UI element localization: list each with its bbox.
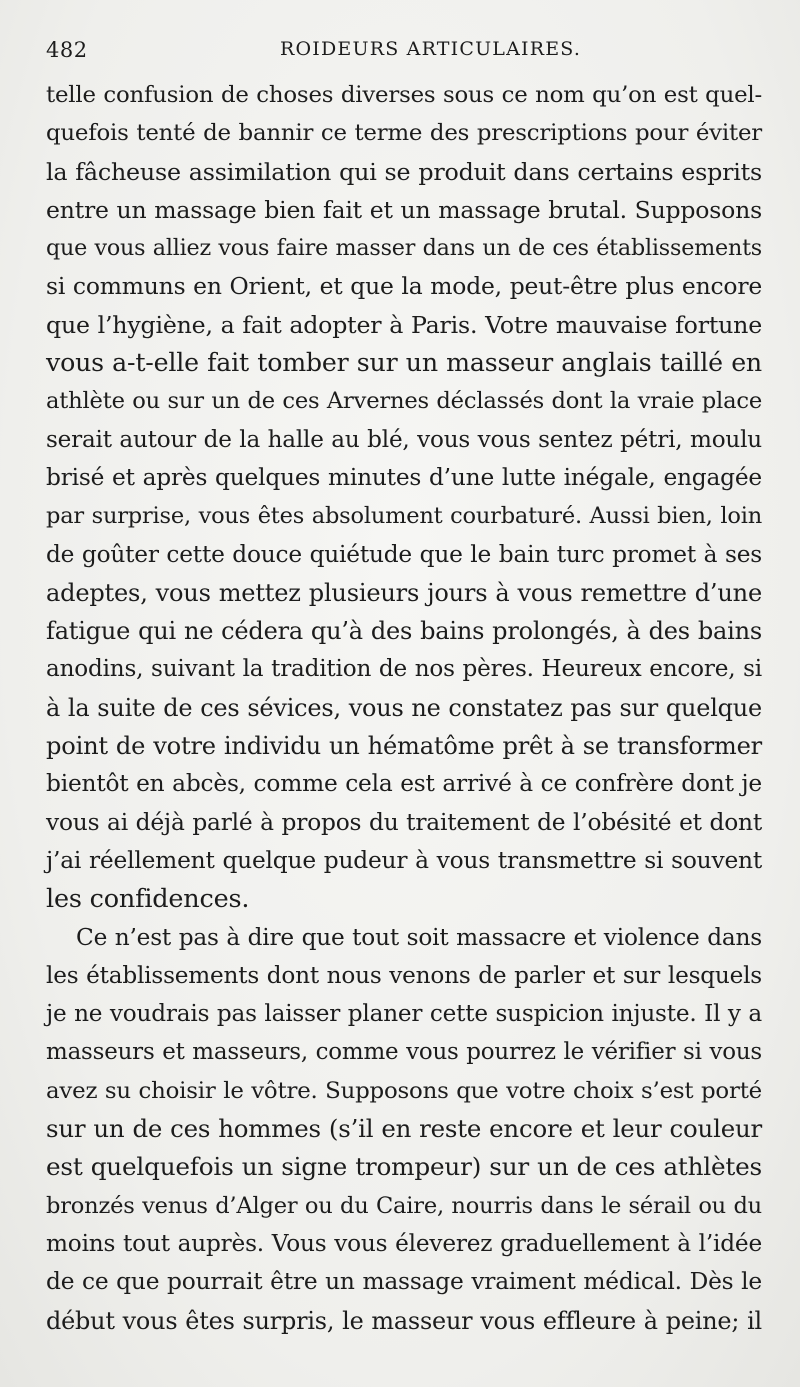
text-line: les confidences.: [46, 884, 250, 915]
text-line: bronzés venus d’Alger ou du Caire, nourris dans le sérail ou du: [46, 1192, 762, 1219]
text-line: j’ai réellement quelque pudeur à vous transmettre si souvent: [46, 846, 762, 874]
text-line: adeptes, vous mettez plusieurs jours à vous remettre d’une: [46, 578, 762, 607]
text-line: la fâcheuse assimilation qui se produit dans certains esprits: [46, 157, 762, 186]
page-header: [46, 38, 766, 70]
text-line: vous ai déjà parlé à propos du traitement de l’obésité et dont: [46, 808, 762, 836]
text-line: serait autour de la halle au blé, vous vous sentez pétri, moulu: [46, 426, 762, 453]
text-line: avez su choisir le vôtre. Supposons que votre choix s’est porté: [46, 1077, 762, 1104]
text-line: début vous êtes surpris, le masseur vous effleure à peine; il: [46, 1306, 762, 1335]
text-line: entre un massage bien fait et un massage brutal. Supposons: [46, 195, 762, 224]
text-line: masseurs et masseurs, comme vous pourrez le vérifier si vous: [46, 1039, 762, 1066]
body-text: [46, 76, 762, 1340]
text-line: brisé et après quelques minutes d’une lutte inégale, engagée: [46, 463, 762, 491]
text-line: de goûter cette douce quiétude que le bain turc promet à ses: [46, 540, 762, 568]
running-title: ROIDEURS ARTICULAIRES.: [280, 38, 582, 60]
text-line: point de votre individu un hématôme prêt à se transformer: [46, 732, 762, 761]
text-line: fatigue qui ne cédera qu’à des bains prolongés, à des bains: [46, 617, 762, 646]
text-line: à la suite de ces sévices, vous ne constatez pas sur quelque: [46, 693, 762, 722]
page-number: 482: [46, 38, 88, 62]
text-line: les établissements dont nous venons de parler et sur lesquels: [46, 961, 762, 989]
text-line: je ne voudrais pas laisser planer cette suspicion injuste. Il y a: [46, 1001, 762, 1028]
text-line: bientôt en abcès, comme cela est arrivé à ce confrère dont je: [46, 770, 762, 798]
text-line: athlète ou sur un de ces Arvernes déclassés dont la vraie place: [46, 388, 762, 415]
text-line: telle confusion de choses diverses sous ce nom qu’on est quel-: [46, 82, 762, 108]
text-line: moins tout auprès. Vous vous éleverez graduellement à l’idée: [46, 1229, 762, 1257]
text-line: vous a-t-elle fait tomber sur un masseur anglais taillé en: [46, 348, 762, 378]
text-line: sur un de ces hommes (s’il en reste encore et leur couleur: [46, 1114, 762, 1144]
paragraph-start-line: Ce n’est pas à dire que tout soit massacre et violence dans: [76, 923, 762, 951]
text-line: si communs en Orient, et que la mode, peut-être plus encore: [46, 272, 762, 301]
text-line: quefois tenté de bannir ce terme des prescriptions pour éviter: [46, 120, 762, 147]
text-line: est quelquefois un signe trompeur) sur un de ces athlètes: [46, 1152, 762, 1182]
text-line: que vous alliez vous faire masser dans un de ces établissements: [46, 235, 762, 262]
text-line: de ce que pourrait être un massage vraiment médical. Dès le: [46, 1268, 762, 1296]
text-line: par surprise, vous êtes absolument courbaturé. Aussi bien, loin: [46, 503, 762, 530]
text-line: anodins, suivant la tradition de nos pères. Heureux encore, si: [46, 656, 762, 683]
text-line: que l’hygiène, a fait adopter à Paris. Votre mauvaise fortune: [46, 310, 762, 339]
